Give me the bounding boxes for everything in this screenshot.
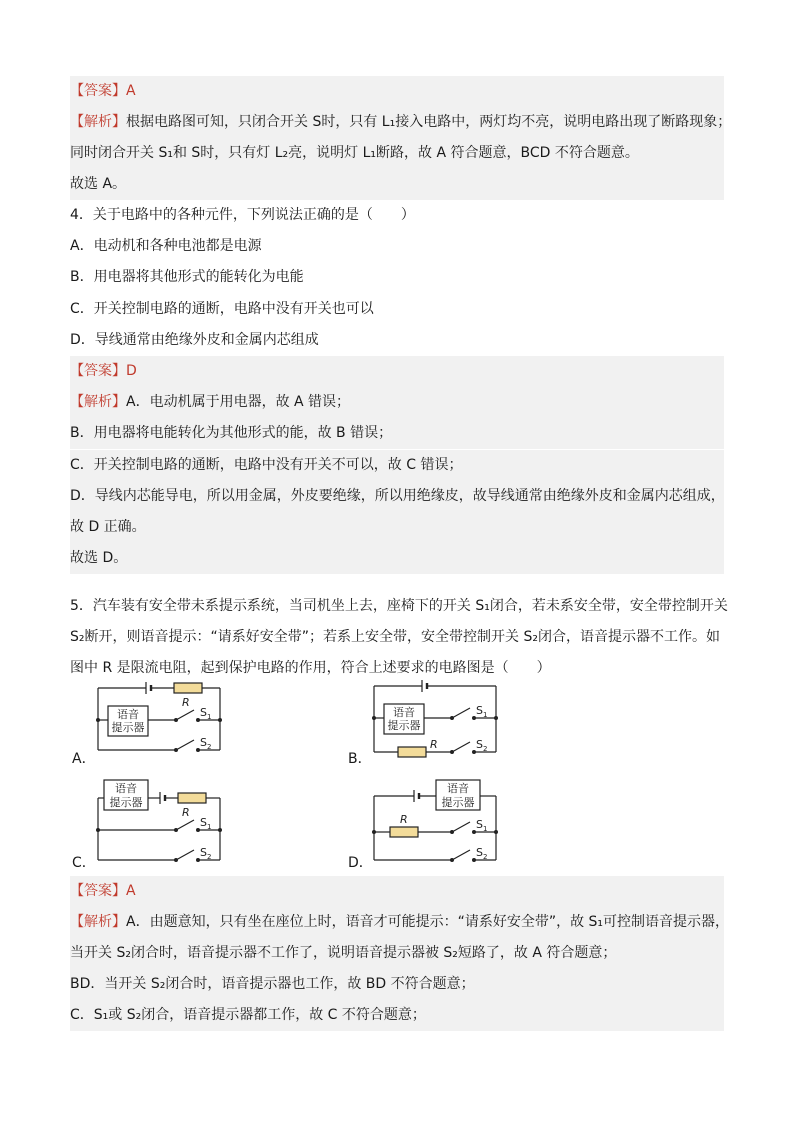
- resistor-label: R: [182, 806, 190, 819]
- resistor-label: R: [400, 813, 408, 826]
- q4-analysis-c: [70, 450, 724, 481]
- analysis-text: B．用电器将电能转化为其他形式的能，故 B 错误；: [70, 425, 393, 441]
- analysis-tag: 【解析】: [70, 114, 126, 130]
- speaker-box-label-1: 语音: [115, 782, 137, 795]
- q3-analysis-line-1: [70, 107, 732, 138]
- question-stem: S₂断开，则语音提示：“请系好安全带”；若系上安全带，安全带控制开关 S₂闭合，语音提示器不工作。如: [70, 629, 720, 645]
- analysis-text: 根据电路图可知，只闭合开关 S时，只有 L₁接入电路中，两灯均不亮，说明电路出现了断路现象；: [126, 114, 732, 130]
- switch-s1-sub: 1: [207, 823, 212, 831]
- speaker-box-label-2: 提示器: [111, 721, 145, 734]
- switch-s1-sub: 1: [483, 825, 488, 833]
- question-stem: 图中 R 是限流电阻，起到保护电路的作用，符合上述要求的电路图是（ ）: [70, 660, 551, 676]
- analysis-text: 同时闭合开关 S₁和 S时，只有灯 L₂亮，说明灯 L₁断路，故 A 符合题意，BCD 不符合题意。: [70, 145, 639, 161]
- switch-s2-label: S: [476, 846, 483, 859]
- q3-answer-line: [70, 76, 724, 107]
- circuit-diagram-d: [370, 776, 500, 866]
- switch-s1-sub: 1: [483, 711, 488, 719]
- option-label-d: D．: [348, 855, 373, 871]
- answer-tag: 【答案】: [70, 83, 126, 99]
- q5-analysis-4: [70, 1000, 724, 1031]
- resistor-label: R: [182, 696, 190, 709]
- q5-answer-line: [70, 876, 724, 907]
- switch-s1-label: S: [200, 816, 207, 829]
- answer-tag: 【答案】: [70, 883, 126, 899]
- question-stem: 4．关于电路中的各种元件，下列说法正确的是（ ）: [70, 207, 415, 223]
- analysis-text: D．导线内芯能导电，所以用金属，外皮要绝缘，所以用绝缘皮，故导线通常由绝缘外皮和金属内芯组成，: [70, 488, 725, 504]
- speaker-box-label-1: 语音: [447, 782, 469, 795]
- switch-s2-label: S: [200, 736, 207, 749]
- analysis-text: A．由题意知，只有坐在座位上时，语音才可能提示：“请系好安全带”，故 S₁可控制语音提示器，: [126, 914, 730, 930]
- switch-s1-sub: 1: [207, 713, 212, 721]
- q4-analysis-d1: [70, 481, 724, 512]
- question-stem: 5．汽车装有安全带未系提示系统，当司机坐上去，座椅下的开关 S₁闭合，若未系安全带，安全带控制开关: [70, 598, 728, 614]
- answer-value: A: [126, 883, 136, 899]
- q4-option-b: [70, 262, 724, 293]
- option-text: C．开关控制电路的通断，电路中没有开关也可以: [70, 301, 374, 317]
- speaker-box-label-2: 提示器: [387, 719, 421, 732]
- q4-analysis-a: [70, 387, 724, 418]
- q4-option-a: [70, 231, 724, 262]
- answer-value: A: [126, 83, 136, 99]
- speaker-box-label-1: 语音: [393, 706, 415, 719]
- q4-analysis-d2: [70, 512, 724, 543]
- q5-analysis-3: [70, 969, 724, 1000]
- speaker-box-label-1: 语音: [117, 708, 139, 721]
- option-text: D．导线通常由绝缘外皮和金属内芯组成: [70, 332, 319, 348]
- q3-analysis-line-2: [70, 138, 724, 169]
- analysis-tag: 【解析】: [70, 914, 126, 930]
- resistor-label: R: [430, 738, 438, 751]
- switch-s2-sub: 2: [207, 853, 212, 861]
- analysis-text: A．电动机属于用电器，故 A 错误；: [126, 394, 351, 410]
- switch-s2-sub: 2: [483, 853, 488, 861]
- analysis-text: C．开关控制电路的通断，电路中没有开关不可以，故 C 错误；: [70, 457, 463, 473]
- switch-s1-label: S: [476, 704, 483, 717]
- circuit-diagram-b: [370, 676, 500, 760]
- speaker-box-label-2: 提示器: [109, 796, 143, 809]
- switch-s2-label: S: [476, 738, 483, 751]
- q5-analysis-2: [70, 938, 724, 969]
- option-text: B．用电器将其他形式的能转化为电能: [70, 269, 304, 285]
- circuit-diagram-a: [94, 676, 224, 760]
- switch-s1-label: S: [476, 818, 483, 831]
- conclusion-text: 故选 A。: [70, 176, 127, 192]
- analysis-text: 故 D 正确。: [70, 519, 146, 535]
- option-text: A．电动机和各种电池都是电源: [70, 238, 262, 254]
- q4-answer-line: [70, 356, 724, 387]
- option-label-c: C．: [72, 855, 96, 871]
- q5-stem-1: [70, 591, 728, 622]
- q4-option-c: [70, 294, 724, 325]
- q5-analysis-1: [70, 907, 730, 938]
- circuit-diagram-c: [94, 776, 224, 866]
- analysis-text: 当开关 S₂闭合时，语音提示器不工作了，说明语音提示器被 S₂短路了，故 A 符合题意；: [70, 945, 617, 961]
- conclusion-text: 故选 D。: [70, 550, 128, 566]
- analysis-tag: 【解析】: [70, 394, 126, 410]
- switch-s2-label: S: [200, 846, 207, 859]
- answer-tag: 【答案】: [70, 363, 126, 379]
- switch-s2-sub: 2: [207, 743, 212, 751]
- q4-option-d: [70, 325, 724, 356]
- q5-stem-2: [70, 622, 724, 653]
- switch-s2-sub: 2: [483, 745, 488, 753]
- q4-analysis-b: [70, 418, 724, 449]
- switch-s1-label: S: [200, 706, 207, 719]
- option-label-b: B．: [348, 751, 372, 767]
- q4-conclusion: [70, 543, 724, 574]
- q3-conclusion: [70, 169, 724, 200]
- analysis-text: BD．当开关 S₂闭合时，语音提示器也工作，故 BD 不符合题意；: [70, 976, 475, 992]
- q4-stem: [70, 200, 724, 231]
- speaker-box-label-2: 提示器: [441, 796, 475, 809]
- answer-value: D: [126, 363, 137, 379]
- option-label-a: A．: [72, 751, 96, 767]
- analysis-text: C．S₁或 S₂闭合，语音提示器都工作，故 C 不符合题意；: [70, 1007, 426, 1023]
